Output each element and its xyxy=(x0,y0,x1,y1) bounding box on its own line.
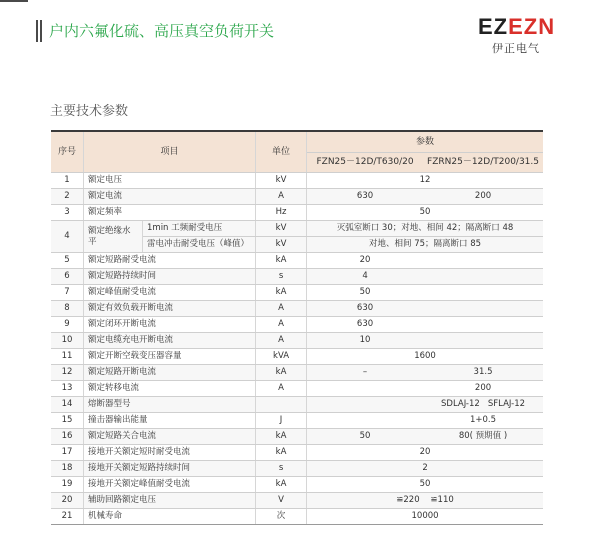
table-row: 13 额定转移电流 A 200 xyxy=(51,381,543,397)
table-row: 9 额定闭环开断电流 A 630 xyxy=(51,317,543,333)
table-row: 12 额定短路开断电流 kA – 31.5 xyxy=(51,365,543,381)
header-unit: 单位 xyxy=(256,131,307,173)
page-header xyxy=(0,0,600,60)
logo-wordmark: EZEZN xyxy=(478,14,556,39)
logo-chinese-name: 伊正电气 xyxy=(492,42,540,55)
spec-table xyxy=(51,130,543,525)
corner-mark-icon xyxy=(0,0,44,44)
page-title: 户内六氟化硫、高压真空负荷开关 xyxy=(49,22,275,40)
header-model-2: FZRN25－12D/T200/31.5 xyxy=(423,153,543,173)
table-row: 11 额定开断空载变压器容量 kVA 1600 xyxy=(51,349,543,365)
brand-logo xyxy=(478,16,568,56)
table-row: 6 额定短路持续时间 s 4 xyxy=(51,269,543,285)
section-title: 主要技术参数 xyxy=(50,104,129,119)
table-row: 5 额定短路耐受电流 kA 20 xyxy=(51,253,543,269)
table-row: 18 接地开关额定短路持续时间 s 2 xyxy=(51,461,543,477)
table-row: 10 额定电缆充电开断电流 A 10 xyxy=(51,333,543,349)
table-row: 21 机械寿命 次 10000 xyxy=(51,509,543,525)
header-params: 参数 xyxy=(307,131,543,153)
table-row: 雷电冲击耐受电压（峰值） kV 对地、相间 75；隔离断口 85 xyxy=(51,237,543,253)
table-row: 20 辅助回路额定电压 V ≌220 ≌110 xyxy=(51,493,543,509)
table-row: 14 熔断器型号 SDLAJ-12 SFLAJ-12 xyxy=(51,397,543,413)
table-row: 3 额定频率 Hz 50 xyxy=(51,205,543,221)
table-row: 7 额定峰值耐受电流 kA 50 xyxy=(51,285,543,301)
table-row: 8 额定有效负载开断电流 A 630 xyxy=(51,301,543,317)
table-row: 17 接地开关额定短时耐受电流 kA 20 xyxy=(51,445,543,461)
table-row: 19 接地开关额定峰值耐受电流 kA 50 xyxy=(51,477,543,493)
table-row: 1 额定电压 kV 12 xyxy=(51,173,543,189)
header-model-1: FZN25－12D/T630/20 xyxy=(307,153,424,173)
table-row: 16 额定短路关合电流 kA 50 80( 预期值 ) xyxy=(51,429,543,445)
table-row: 4 额定绝缘水平 1min 工频耐受电压 kV 灭弧室断口 30；对地、相间 42；隔离断口 48 xyxy=(51,221,543,237)
header-item: 项目 xyxy=(84,131,256,173)
table-row: 15 撞击器输出能量 J 1+0.5 xyxy=(51,413,543,429)
table-row: 2 额定电流 A 630 200 xyxy=(51,189,543,205)
header-no: 序号 xyxy=(51,131,84,173)
